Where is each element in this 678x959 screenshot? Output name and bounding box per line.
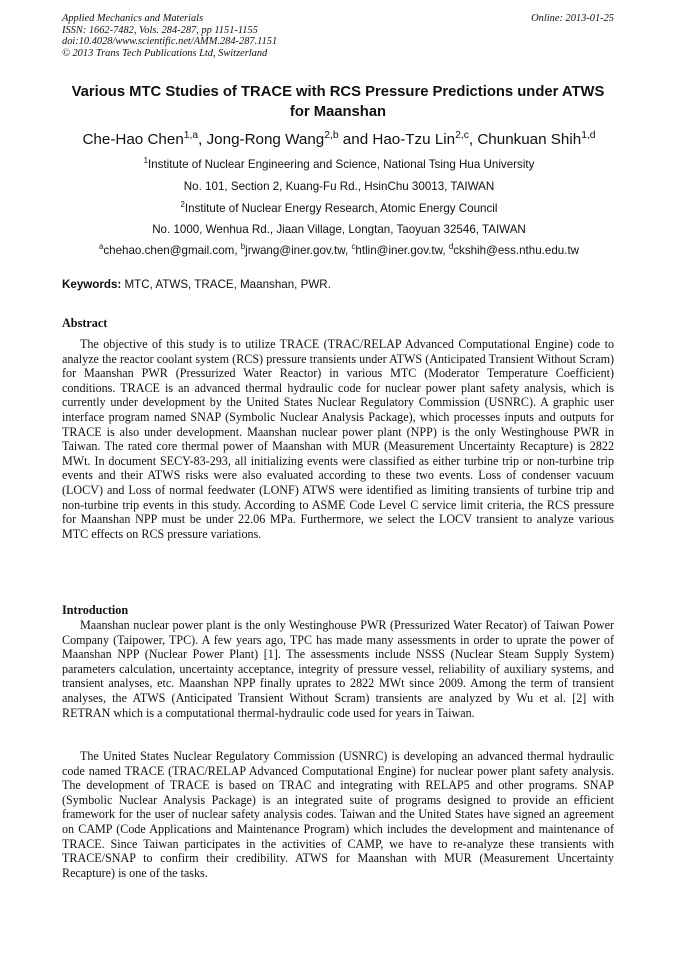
author-sup: 2,c <box>455 129 469 141</box>
author-name: Jong-Rong Wang <box>206 131 325 148</box>
email-sup: b <box>240 242 246 252</box>
author <box>207 131 373 148</box>
email <box>449 244 579 257</box>
journal-header <box>62 13 382 59</box>
intro-paragraph-1: Maanshan nuclear power plant is the only Westinghouse PWR (Pressurized Water Recator) of Taiwan Power Company (Taipower, TPC). A few years ago, TPC has made many assessments in order to uprate the power of Maanshan NPP (Nuclear Power Plant) [1]. The assessments include NSSS (Nuclear Steam Supply System) parameters calculation, uncertainty acceptance, integrity of pressure vessel, reliability of auxiliary systems, and transient analyses, etc. Maanshan NPP finally uprates to 2822 MWt since 2009. Among the term of transient analyses, the ATWS (Anticipated Transient Without Scram) transients are analyzed by Wu et al. [2] with RETRAN which is a computational thermal-hydraulic code used for years in Taiwan. <box>62 618 614 720</box>
paper-title: Various MTC Studies of TRACE with RCS Pressure Predictions under ATWS for Maanshan <box>71 84 605 120</box>
author-sup: 1,a <box>183 129 199 141</box>
email-sep: , <box>234 244 241 257</box>
affiliation-1-address: No. 101, Section 2, Kuang-Fu Rd., HsinChu 30013, TAIWAN <box>183 180 495 193</box>
author-sup: 1,d <box>581 129 596 141</box>
author <box>477 131 595 148</box>
author <box>372 131 477 148</box>
keywords <box>62 278 614 292</box>
author <box>82 131 206 148</box>
affiliation-name: Institute of Nuclear Energy Research, Atomic Energy Council <box>184 202 498 215</box>
email-address: ckshih@ess.nthu.edu.tw <box>453 244 580 257</box>
email-address: chehao.chen@gmail.com <box>103 244 235 257</box>
email-sup: c <box>351 242 356 252</box>
email <box>241 244 352 257</box>
affiliation-sup: 2 <box>180 200 185 210</box>
email-sup: a <box>98 242 104 252</box>
keywords-label: Keywords: <box>62 278 122 291</box>
email <box>351 244 448 257</box>
issn-line: ISSN: 1662-7482, Vols. 284-287, pp 1151-1155 <box>62 24 258 36</box>
author-name: Hao-Tzu Lin <box>372 131 456 148</box>
intro-paragraph-2: The United States Nuclear Regulatory Commission (USNRC) is developing an advanced thermal hydraulic code named TRACE (TRAC/RELAP Advanced Computational Engine) for nuclear power plant safety analysis. The development of TRACE is based on TRAC and integrating with RELAP5 and other programs. SNAP (Symbolic Nuclear Analysis Package) is an integrated suite of programs designed to provide an efficient framework for the user of nuclear safety analysis codes. Taiwan and the United States have signed an agreement on CAMP (Code Applications and Maintenance Program) which includes the development and maintenance of TRACE. Since Taiwan participates in the activities of CAMP, we have to re-analyze these transients with TRACE/SNAP to confirm their credibility. ATWS for Maanshan with MUR (Measurement Uncertainty Recapture) is one of the tasks. <box>62 749 614 880</box>
email-sep: , <box>345 244 352 257</box>
email-sep: , <box>442 244 449 257</box>
online-date: Online: 2013-01-25 <box>531 13 614 24</box>
affiliation-2 <box>40 202 638 216</box>
doi-line: doi:10.4028/www.scientific.net/AMM.284-287.1151 <box>62 36 278 48</box>
affiliation-sup: 1 <box>143 156 148 166</box>
affiliation-2-address: No. 1000, Wenhua Rd., Jiaan Village, Longtan, Taoyuan 32546, TAIWAN <box>152 223 526 236</box>
copyright-line: © 2013 Trans Tech Publications Ltd, Switzerland <box>62 47 268 59</box>
author-name: Che-Hao Chen <box>82 131 184 148</box>
author-sup: 2,b <box>324 129 339 141</box>
email-list <box>40 244 638 258</box>
author-sep: , <box>468 131 478 148</box>
author-name: Chunkuan Shih <box>477 131 582 148</box>
author-list <box>40 130 638 150</box>
email-address: htlin@iner.gov.tw <box>355 244 443 257</box>
affiliation-name: Institute of Nuclear Engineering and Science, National Tsing Hua University <box>147 158 535 171</box>
abstract-text: The objective of this study is to utilize TRACE (TRAC/RELAP Advanced Computational Engine) code to analyze the reactor coolant system (RCS) pressure transients under ATWS (Anticipated Transient Without Scram) for Maanshan PWR (Pressurized Water Reactor) in various MTC (Moderator Temperature Coefficient) conditions. TRACE is an advanced thermal hydraulic code for nuclear power plant safety analysis, which is currently under development by the United States Nuclear Regulatory Commission (USNRC). A graphic user interface program named SNAP (Symbolic Nuclear Analysis Package), which processes inputs and outputs for TRACE is also under development. Maanshan nuclear power plant (NPP) is the only Westinghouse PWR in Taiwan. The rated core thermal power of Maanshan with MUR (Measurement Uncertainty Recapture) is 2822 MWt. In document SECY-83-293, all initializing events were classified as either turbine trip or non-turbine trip events and their ATWS risks were also evaluated according to these two events. Loss of condenser vacuum (LOCV) and Loss of normal feedwater (LONF) ATWS were identified as limiting transients of turbine trip and non-turbine trip events in this study. According to ASME Code Level C service limit criteria, the RCS pressure for Maanshan NPP must be under 22.06 MPa. Furthermore, we select the LOCV transient to analyze various MTC effects on RCS pressure variations. <box>62 337 614 541</box>
abstract-heading: Abstract <box>62 316 108 330</box>
email-sup: d <box>448 242 454 252</box>
journal-name: Applied Mechanics and Materials <box>62 13 204 24</box>
author-sep: and <box>338 131 373 148</box>
email <box>99 244 241 257</box>
email-address: jrwang@iner.gov.tw <box>245 244 346 257</box>
author-sep: , <box>198 131 207 148</box>
keywords-text: MTC, ATWS, TRACE, Maanshan, PWR. <box>121 278 331 291</box>
affiliation-1 <box>40 158 638 172</box>
introduction-heading: Introduction <box>62 603 129 617</box>
